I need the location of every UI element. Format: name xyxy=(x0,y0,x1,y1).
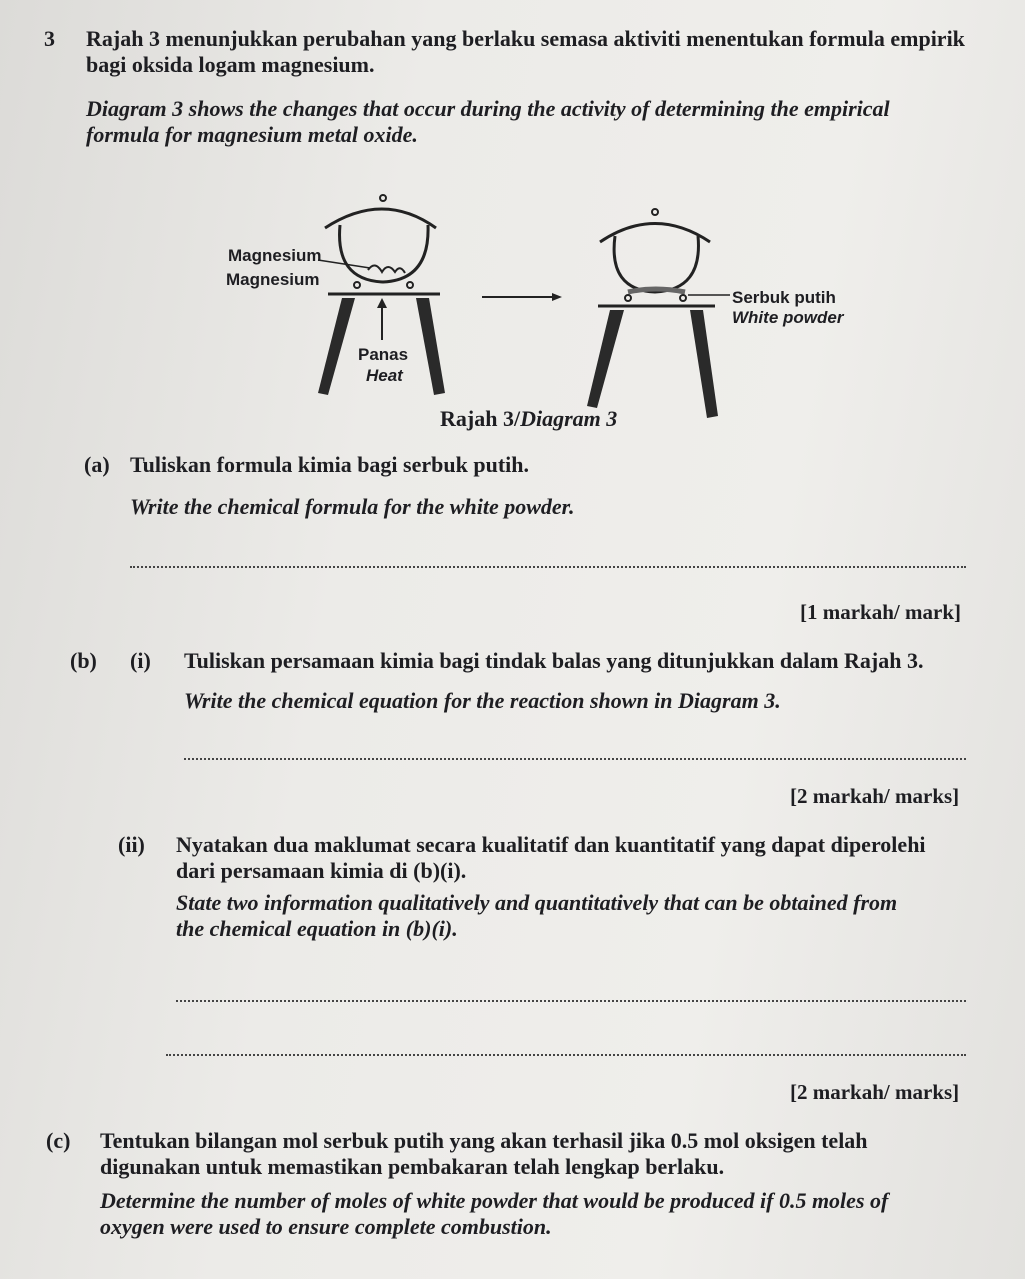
label-white-powder-ms: Serbuk putih xyxy=(732,288,836,307)
lid-right xyxy=(600,224,710,243)
label-magnesium-ms: Magnesium xyxy=(228,246,322,265)
part-a-answer-line[interactable] xyxy=(130,566,966,568)
part-b-ii-answer-line-1[interactable] xyxy=(176,1000,966,1002)
part-b-i-label: (i) xyxy=(130,648,151,673)
part-b-ii-answer-line-2[interactable] xyxy=(166,1054,966,1056)
part-c-label: (c) xyxy=(46,1128,71,1153)
part-b-i-answer-line[interactable] xyxy=(184,758,966,760)
lid-left xyxy=(325,209,436,228)
part-c-question-en-2: oxygen were used to ensure complete combustion. xyxy=(100,1214,552,1239)
magnesium-ribbon xyxy=(368,265,405,273)
tripod-leg-left-1 xyxy=(318,298,355,395)
part-b-ii-question-en-2: the chemical equation in (b)(i). xyxy=(176,916,458,941)
part-b-ii-marks: [2 markah/ marks] xyxy=(790,1080,960,1104)
part-b-i-question-ms: Tuliskan persamaan kimia bagi tindak balas yang ditunjukkan dalam Rajah 3. xyxy=(184,648,924,673)
label-white-powder-en: White powder xyxy=(732,308,844,327)
part-c-question-ms-1: Tentukan bilangan mol serbuk putih yang akan terhasil jika 0.5 mol oksigen telah xyxy=(100,1128,868,1153)
label-heat-ms: Panas xyxy=(358,345,409,364)
question-number: 3 xyxy=(44,26,55,51)
part-c-question-en-1: Determine the number of moles of white powder that would be produced if 0.5 moles of xyxy=(100,1188,889,1213)
stem-malay-line2: bagi oksida logam magnesium. xyxy=(86,52,375,77)
part-b-ii-question-ms-1: Nyatakan dua maklumat secara kualitatif dan kuantitatif yang dapat diperolehi xyxy=(176,832,926,857)
part-b-label: (b) xyxy=(70,648,97,673)
label-magnesium-en: Magnesium xyxy=(226,270,320,289)
part-a-question-ms: Tuliskan formula kimia bagi serbuk putih. xyxy=(130,452,529,477)
lid-knob-right xyxy=(652,209,658,215)
part-b-ii-question-en-1: State two information qualitatively and quantitatively that can be obtained from xyxy=(176,890,898,915)
stem-english-line1: Diagram 3 shows the changes that occur during the activity of determining the empirical xyxy=(86,96,890,121)
part-a-label: (a) xyxy=(84,452,110,477)
part-b-ii-question-ms-2: dari persamaan kimia di (b)(i). xyxy=(176,858,467,883)
part-b-i-question-en: Write the chemical equation for the reaction shown in Diagram 3. xyxy=(184,688,781,713)
crucible-right xyxy=(614,236,698,292)
part-b-i-marks: [2 markah/ marks] xyxy=(790,784,960,808)
diagram-caption: Rajah 3/Diagram 3 xyxy=(440,406,618,431)
tripod-leg-left-2 xyxy=(416,298,445,395)
part-c-question-ms-2: digunakan untuk memastikan pembakaran telah lengkap berlaku. xyxy=(100,1154,725,1179)
stem-malay-line1: Rajah 3 menunjukkan perubahan yang berlaku semasa aktiviti menentukan formula empirik xyxy=(86,26,965,51)
part-a-question-en: Write the chemical formula for the white powder. xyxy=(130,494,575,519)
tripod-leg-right-2 xyxy=(690,310,718,418)
diagram xyxy=(200,180,900,440)
crucible-left xyxy=(340,225,429,282)
label-heat-en: Heat xyxy=(366,366,403,385)
part-b-ii-label: (ii) xyxy=(118,832,145,857)
tripod-leg-right-1 xyxy=(587,310,624,408)
part-a-marks: [1 markah/ mark] xyxy=(800,600,961,624)
stem-english-line2: formula for magnesium metal oxide. xyxy=(86,122,418,147)
lid-knob-left xyxy=(380,195,386,201)
